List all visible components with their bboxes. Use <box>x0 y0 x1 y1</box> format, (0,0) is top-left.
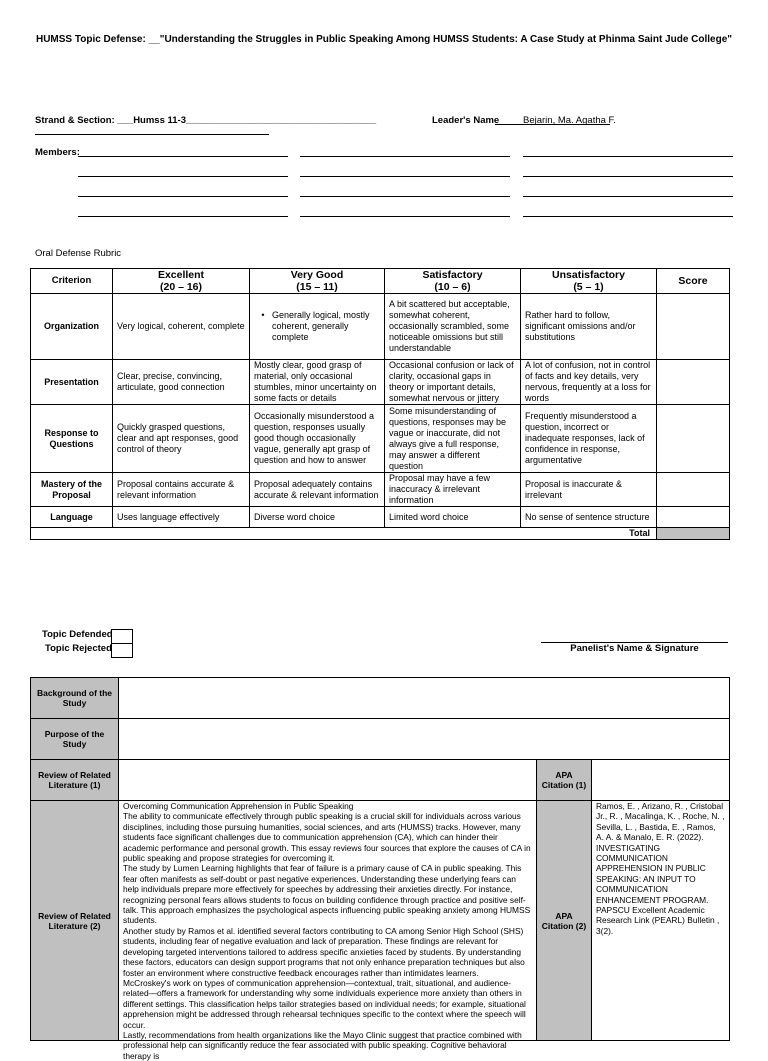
very-good-cell: Diverse word choice <box>250 507 385 528</box>
rrl1-row <box>31 760 730 801</box>
criterion-cell: Mastery of the Proposal <box>31 473 113 507</box>
member-line[interactable] <box>523 176 733 177</box>
member-line[interactable] <box>300 156 510 157</box>
member-line[interactable] <box>78 216 288 217</box>
member-line[interactable] <box>523 156 733 157</box>
score-cell[interactable] <box>657 473 730 507</box>
excellent-header: Excellent (20 – 16) <box>113 269 250 294</box>
very-good-header: Very Good (15 – 11) <box>250 269 385 294</box>
member-line[interactable] <box>78 176 288 177</box>
member-line[interactable] <box>300 216 510 217</box>
rubric-row-response <box>31 405 730 473</box>
panelist-label: Panelist's Name & Signature <box>570 643 699 654</box>
excellent-cell: Uses language effectively <box>113 507 250 528</box>
satisfactory-cell: Occasional confusion or lack of clarity, occasional gaps in theory or important details, somewhat nervous or jittery <box>385 360 521 405</box>
members-label: Members: <box>35 147 80 158</box>
rubric-row-presentation <box>31 360 730 405</box>
topic-rejected-label: Topic Rejected <box>45 643 112 654</box>
criterion-cell: Language <box>31 507 113 528</box>
background-row <box>31 678 730 719</box>
rrl2-body[interactable]: Overcoming Communication Apprehension in Public Speaking The ability to communicate effectively through public speaking is a crucial skill for individuals across various disciplines, including those pursuing humanities, social sciences, and arts (HUMSS) tracks. However, many students face significant challenges due to communication apprehension (CA), which can hinder their academic performance and personal growth. This essay reviews four sources that explore the causes of CA in public speaking and propose strategies for overcoming it. The study by Lumen Learning highlights that fear of failure is a primary cause of CA in public speaking. This fear often manifests as self-doubt or past negative experiences. Understanding these underlying fears can help individuals prepare more effectively for speeches by addressing their anxieties directly. For instance, recognizing personal fears allows students to focus on building confidence through practice and positive self-talk. This approach emphasizes the psychological aspects influencing public speaking anxiety among HUMSS students. Another study by Ramos et al. identified several factors contributing to CA among Senior High School (SHS) students, including fear of negative evaluation and lack of preparation. These findings are relevant for developing targeted interventions tailored to address specific anxieties faced by students. By understanding these factors, educators can design support programs that not only enhance preparation techniques but also foster an environment where constructive feedback encourages rather than intimidates learners. McCroskey's work on types of communication apprehension—contextual, trait, situational, and audience-related—offers a framework for understanding why some individuals experience more anxiety than others in different settings. This classification helps tailor strategies based on individual needs; for example, situational apprehension might be addressed through rehearsal techniques specific to the context where the speech will occur. Lastly, recommendations from health organizations like the Mayo Clinic suggest that practice combined with professional help can significantly reduce the fear associated with public speaking. Cognitive behavioral therapy is <box>119 801 537 1041</box>
rrl1-label: Review of Related Literature (1) <box>31 760 119 801</box>
strand-section-label: Strand & Section: ___Humss 11-3____________________________________ <box>35 115 377 126</box>
rrl2-row <box>31 801 730 1041</box>
strand-continuation-line <box>35 134 269 135</box>
background-input[interactable] <box>119 678 730 719</box>
criterion-cell: Organization <box>31 294 113 360</box>
purpose-row <box>31 719 730 760</box>
rubric-table <box>30 268 730 540</box>
unsatisfactory-header: Unsatisfactory (5 – 1) <box>521 269 657 294</box>
total-score-cell[interactable] <box>657 528 730 540</box>
document-title: HUMSS Topic Defense: __"Understanding the Struggles in Public Speaking Among HUMSS Students: A Case Study at Phinma Saint Jude College" <box>35 34 733 45</box>
evaluation-table <box>30 677 730 1061</box>
member-line[interactable] <box>300 176 510 177</box>
apa2-label: APA Citation (2) <box>537 801 592 1041</box>
strand-section-value[interactable]: ___Humss 11-3____________________________________ <box>117 115 377 126</box>
rubric-total-row <box>31 528 730 540</box>
satisfactory-cell: Proposal may have a few inaccuracy & irrelevant information <box>385 473 521 507</box>
satisfactory-cell: Limited word choice <box>385 507 521 528</box>
apa1-label: APA Citation (1) <box>537 760 592 801</box>
topic-defended-label: Topic Defended <box>42 629 113 640</box>
rubric-row-language <box>31 507 730 528</box>
leader-name-value[interactable]: Bejarin, Ma. Agatha F. <box>523 115 616 126</box>
unsatisfactory-cell: Proposal is inaccurate & irrelevant <box>521 473 657 507</box>
score-cell[interactable] <box>657 294 730 360</box>
rrl2-label: Review of Related Literature (2) <box>31 801 119 1041</box>
purpose-label: Purpose of the Study <box>31 719 119 760</box>
score-header: Score <box>657 269 730 294</box>
leader-name-label: Leader's Name <box>432 115 500 126</box>
unsatisfactory-cell: No sense of sentence structure <box>521 507 657 528</box>
member-line[interactable] <box>523 196 733 197</box>
very-good-cell: Proposal adequately contains accurate & relevant information <box>250 473 385 507</box>
member-line[interactable] <box>300 196 510 197</box>
score-cell[interactable] <box>657 360 730 405</box>
satisfactory-cell: Some misunderstanding of questions, responses may be vague or inaccurate, did not always give a full response, may answer a different question <box>385 405 521 473</box>
background-label: Background of the Study <box>31 678 119 719</box>
very-good-cell: • Generally logical, mostly coherent, generally complete <box>250 294 385 360</box>
excellent-cell: Proposal contains accurate & relevant information <box>113 473 250 507</box>
apa2-body[interactable]: Ramos, E. , Arizano, R. , Cristobal Jr., R. , Macalinga, K. , Roche, N. , Sevilla, L. , Bastida, E. , Ramos, A. A. & Manalo, E. R. (2022). INVESTIGATING COMMUNICATION APPREHENSION IN PUBLIC SPEAKING: AN INPUT TO COMMUNICATION ENHANCEMENT PROGRAM. PAPSCU Excellent Academic Research Link (PEARL) Bulletin , 3(2). <box>592 801 730 1041</box>
bullet-icon: • <box>261 310 265 320</box>
rubric-row-organization <box>31 294 730 360</box>
member-line[interactable] <box>78 156 288 157</box>
criterion-cell: Presentation <box>31 360 113 405</box>
score-cell[interactable] <box>657 507 730 528</box>
topic-defended-checkbox[interactable] <box>111 629 133 644</box>
very-good-cell: Mostly clear, good grasp of material, only occasional stumbles, minor uncertainty on some facts or details <box>250 360 385 405</box>
very-good-cell: Occasionally misunderstood a question, responses usually good though occasionally vague, generally apt grasp of question and how to answer <box>250 405 385 473</box>
rubric-header-row <box>31 269 730 294</box>
member-line[interactable] <box>523 216 733 217</box>
satisfactory-cell: A bit scattered but acceptable, somewhat coherent, occasionally scrambled, some noticeable omissions but still understandable <box>385 294 521 360</box>
satisfactory-header: Satisfactory (10 – 6) <box>385 269 521 294</box>
rubric-heading: Oral Defense Rubric <box>35 248 122 259</box>
topic-rejected-checkbox[interactable] <box>111 643 133 658</box>
criterion-cell: Response to Questions <box>31 405 113 473</box>
total-label: Total <box>31 528 657 540</box>
excellent-cell: Quickly grasped questions, clear and apt responses, good control of theory <box>113 405 250 473</box>
criterion-header: Criterion <box>31 269 113 294</box>
unsatisfactory-cell: Rather hard to follow, significant omissions and/or substitutions <box>521 294 657 360</box>
rubric-row-mastery <box>31 473 730 507</box>
unsatisfactory-cell: Frequently misunderstood a question, incorrect or inadequate responses, lack of confidence in response, argumentative <box>521 405 657 473</box>
unsatisfactory-cell: A lot of confusion, not in control of facts and key details, very nervous, frequently at a loss for words <box>521 360 657 405</box>
member-line[interactable] <box>78 196 288 197</box>
rrl1-input[interactable] <box>119 760 537 801</box>
excellent-cell: Very logical, coherent, complete <box>113 294 250 360</box>
excellent-cell: Clear, precise, convincing, articulate, good connection <box>113 360 250 405</box>
apa1-input[interactable] <box>592 760 730 801</box>
score-cell[interactable] <box>657 405 730 473</box>
purpose-input[interactable] <box>119 719 730 760</box>
